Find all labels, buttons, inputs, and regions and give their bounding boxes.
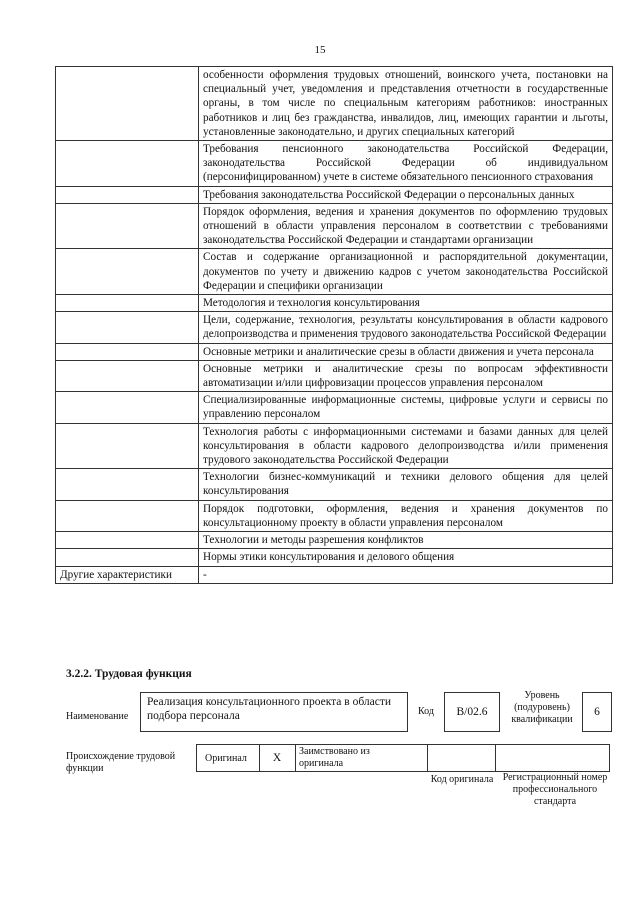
code-original-cell (427, 745, 496, 771)
row-label-cell (56, 423, 199, 469)
row-label-cell (56, 532, 199, 549)
knowledge-row (56, 532, 613, 549)
other-characteristics-label: Другие характеристики (56, 566, 199, 583)
knowledge-item: особенности оформления трудовых отношений, воинского учета, постановки на специальный учет, уведомления и представления отчетности в государственные органы, в том числе по специальным категориям работников: иностранных работников и лиц без гражданства, инвалидов, лиц, имеющих гарантии и льготы, установленные законодательно, и других специальных категорий (199, 67, 613, 141)
row-label-cell (56, 312, 199, 343)
reg-number-label: Регистрационный номер профессионального стандарта (502, 772, 608, 807)
original-mark: X (272, 752, 282, 764)
knowledge-item: Основные метрики и аналитические срезы по вопросам эффективности автоматизации и/или цифровизации процессов управления персоналом (199, 360, 613, 391)
knowledge-item: Порядок оформления, ведения и хранения документов по оформлению трудовых отношений в области управления персоналом в соответствии с требованиями законодательства Российской Федерации и стандартами организации (199, 203, 613, 249)
knowledge-row (56, 67, 613, 141)
code-original-label: Код оригинала (430, 774, 494, 785)
knowledge-row (56, 360, 613, 391)
function-name-box (140, 692, 408, 732)
knowledge-row (56, 249, 613, 295)
knowledge-row (56, 423, 613, 469)
knowledge-row (56, 469, 613, 500)
name-label: Наименование (66, 711, 129, 722)
knowledge-item: Цели, содержание, технология, результаты консультирования в области кадрового делопроизводства и применения трудового законодательства Российской Федерации (199, 312, 613, 343)
knowledge-row (56, 343, 613, 360)
page-number: 15 (314, 44, 326, 56)
row-label-cell (56, 392, 199, 423)
knowledge-table (55, 66, 613, 584)
knowledge-row (56, 312, 613, 343)
code-value-box (444, 692, 500, 732)
knowledge-item: Нормы этики консультирования и делового общения (199, 549, 613, 566)
row-label-cell (56, 141, 199, 187)
row-label-cell (56, 469, 199, 500)
original-label: Оригинал (205, 753, 247, 764)
borrowed-label: Заимствовано из оригинала (299, 746, 370, 769)
row-label-cell (56, 295, 199, 312)
knowledge-row (56, 549, 613, 566)
borrowed-cell (295, 745, 428, 771)
row-label-cell (56, 360, 199, 391)
row-label-cell (56, 249, 199, 295)
other-characteristics-row (56, 566, 613, 583)
row-label-cell (56, 186, 199, 203)
knowledge-item: Технологии и методы разрешения конфликтов (199, 532, 613, 549)
knowledge-row (56, 203, 613, 249)
knowledge-item: Состав и содержание организационной и распорядительной документации, документов по учету и движению кадров с учетом законодательства Российской Федерации и специфики организации (199, 249, 613, 295)
knowledge-item: Специализированные информационные системы, цифровые услуги и сервисы по управлению персоналом (199, 392, 613, 423)
knowledge-item: Порядок подготовки, оформления, ведения и хранения документов по консультационному проекту в области управления персоналом (199, 500, 613, 531)
origin-label: Происхождение трудовой функции (66, 751, 176, 774)
knowledge-row (56, 141, 613, 187)
other-characteristics-value: - (199, 566, 613, 583)
knowledge-row (56, 500, 613, 531)
original-cell (197, 745, 260, 771)
reg-number-cell (495, 745, 609, 771)
knowledge-item: Основные метрики и аналитические срезы в области движения и учета персонала (199, 343, 613, 360)
knowledge-row (56, 186, 613, 203)
level-value: 6 (594, 706, 600, 718)
knowledge-item: Требования законодательства Российской Федерации о персональных данных (199, 186, 613, 203)
origin-grid (196, 744, 610, 772)
code-value: B/02.6 (456, 706, 488, 718)
knowledge-row (56, 392, 613, 423)
row-label-cell (56, 67, 199, 141)
level-label: Уровень (подуровень) квалификации (511, 690, 573, 725)
code-label: Код (418, 706, 434, 717)
knowledge-item: Технология работы с информационными системами и базами данных для целей консультирования в области кадрового делопроизводства и/или применения трудового законодательства Российской Федерации (199, 423, 613, 469)
row-label-cell (56, 500, 199, 531)
original-mark-cell (259, 745, 296, 771)
row-label-cell (56, 343, 199, 360)
knowledge-item: Методология и технология консультирования (199, 295, 613, 312)
section-title: 3.2.2. Трудовая функция (66, 668, 192, 680)
row-label-cell (56, 549, 199, 566)
knowledge-row (56, 295, 613, 312)
function-name-value: Реализация консультационного проекта в области подбора персонала (147, 696, 392, 722)
level-value-box (582, 692, 612, 732)
row-label-cell (56, 203, 199, 249)
knowledge-item: Требования пенсионного законодательства Российской Федерации, законодательства Российской Федерации об индивидуальном (персонифицированном) учете в системе обязательного пенсионного страхования (199, 141, 613, 187)
knowledge-item: Технологии бизнес-коммуникаций и техники делового общения для целей консультирования (199, 469, 613, 500)
